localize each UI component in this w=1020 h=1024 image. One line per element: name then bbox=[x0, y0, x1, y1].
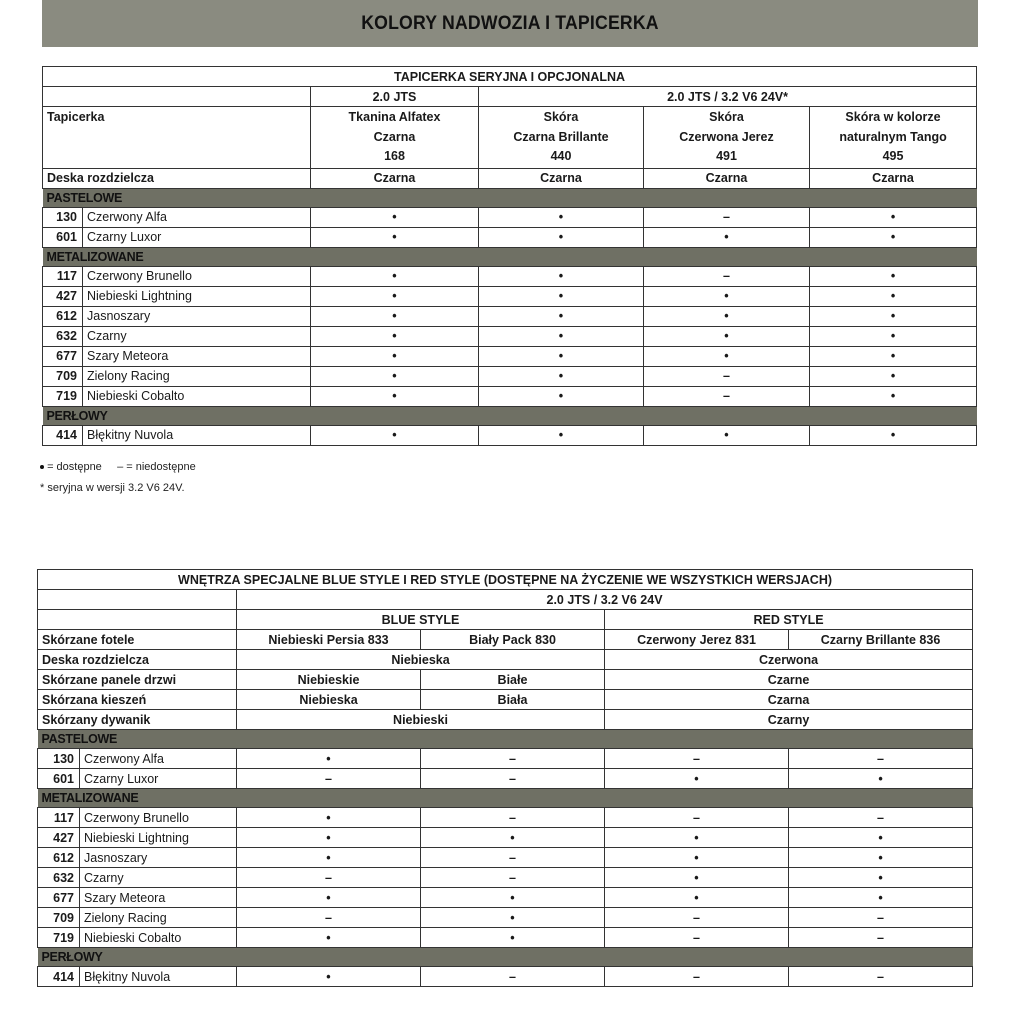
availability-cell: • bbox=[311, 286, 479, 306]
availability-cell: • bbox=[311, 386, 479, 406]
availability-cell: • bbox=[789, 769, 973, 789]
availability-cell: • bbox=[644, 227, 810, 247]
color-code: 130 bbox=[38, 749, 80, 769]
availability-cell: – bbox=[644, 207, 810, 227]
upholstery-table bbox=[42, 66, 977, 446]
table-row bbox=[38, 828, 973, 848]
availability-cell: – bbox=[789, 967, 973, 987]
availability-cell: • bbox=[311, 425, 479, 445]
availability-cell: • bbox=[644, 286, 810, 306]
upholstery-col-4 bbox=[810, 107, 977, 169]
color-name: Czerwony Alfa bbox=[83, 207, 311, 227]
color-code: 427 bbox=[38, 828, 80, 848]
color-name: Czarny bbox=[80, 868, 237, 888]
availability-cell: – bbox=[421, 769, 605, 789]
availability-cell: • bbox=[421, 928, 605, 948]
color-name: Czerwony Alfa bbox=[80, 749, 237, 769]
table1-corner bbox=[43, 87, 311, 107]
color-code: 719 bbox=[43, 386, 83, 406]
availability-cell: • bbox=[789, 888, 973, 908]
section-header bbox=[38, 948, 973, 967]
upholstery-col-3 bbox=[644, 107, 810, 169]
table-row bbox=[38, 848, 973, 868]
color-name: Zielony Racing bbox=[80, 908, 237, 928]
availability-cell: • bbox=[810, 346, 977, 366]
pocket-red: Czarna bbox=[605, 690, 973, 710]
section-title: PERŁOWY bbox=[38, 948, 973, 967]
availability-cell: • bbox=[479, 386, 644, 406]
table-row bbox=[43, 425, 977, 445]
dashboard-col-2: Czarna bbox=[479, 168, 644, 188]
section-title: PASTELOWE bbox=[38, 730, 973, 749]
carpet-blue: Niebieski bbox=[237, 710, 605, 730]
availability-cell: – bbox=[237, 908, 421, 928]
availability-cell: • bbox=[789, 868, 973, 888]
availability-cell: • bbox=[605, 848, 789, 868]
availability-cell: – bbox=[237, 769, 421, 789]
color-name: Niebieski Cobalto bbox=[80, 928, 237, 948]
availability-cell: • bbox=[421, 888, 605, 908]
color-code: 117 bbox=[43, 266, 83, 286]
availability-cell: • bbox=[605, 769, 789, 789]
table-row bbox=[38, 928, 973, 948]
table1-group-b: 2.0 JTS / 3.2 V6 24V* bbox=[479, 87, 977, 107]
color-code: 632 bbox=[38, 868, 80, 888]
door-panels-red: Czarne bbox=[605, 670, 973, 690]
page-title: KOLORY NADWOZIA I TAPICERKA bbox=[361, 12, 659, 34]
availability-cell: • bbox=[810, 386, 977, 406]
availability-cell: • bbox=[311, 227, 479, 247]
availability-cell: – bbox=[421, 868, 605, 888]
color-name: Jasnoszary bbox=[83, 306, 311, 326]
availability-cell: • bbox=[237, 749, 421, 769]
availability-cell: • bbox=[421, 908, 605, 928]
availability-cell: • bbox=[311, 346, 479, 366]
upholstery-col-2-line2: Czarna Brillante bbox=[513, 129, 609, 144]
door-panels-col-2: Białe bbox=[421, 670, 605, 690]
row-label-seats: Skórzane fotele bbox=[38, 630, 237, 650]
availability-cell: • bbox=[237, 848, 421, 868]
row-label-door-panels: Skórzane panele drzwi bbox=[38, 670, 237, 690]
legend-unavailable: – = niedostępne bbox=[117, 461, 196, 473]
color-code: 612 bbox=[38, 848, 80, 868]
color-code: 677 bbox=[38, 888, 80, 908]
availability-cell: • bbox=[311, 266, 479, 286]
color-name: Czerwony Brunello bbox=[83, 266, 311, 286]
upholstery-col-4-line1: Skóra w kolorze bbox=[845, 110, 941, 124]
availability-cell: • bbox=[311, 366, 479, 386]
availability-cell: • bbox=[810, 266, 977, 286]
pocket-col-2: Biała bbox=[421, 690, 605, 710]
availability-cell: – bbox=[789, 749, 973, 769]
availability-cell: • bbox=[810, 227, 977, 247]
table1-caption: TAPICERKA SERYJNA I OPCJONALNA bbox=[43, 67, 977, 87]
availability-cell: – bbox=[644, 386, 810, 406]
dashboard-col-1: Czarna bbox=[311, 168, 479, 188]
availability-cell: – bbox=[421, 967, 605, 987]
dashboard-blue: Niebieska bbox=[237, 650, 605, 670]
availability-cell: • bbox=[479, 227, 644, 247]
availability-cell: • bbox=[605, 828, 789, 848]
availability-cell: • bbox=[810, 207, 977, 227]
color-name: Czarny bbox=[83, 326, 311, 346]
section-header bbox=[43, 406, 977, 425]
availability-cell: – bbox=[789, 928, 973, 948]
availability-cell: • bbox=[311, 326, 479, 346]
section-title: PERŁOWY bbox=[43, 406, 977, 425]
availability-cell: – bbox=[644, 366, 810, 386]
color-code: 612 bbox=[43, 306, 83, 326]
table2-color-rows bbox=[38, 730, 973, 987]
availability-cell: – bbox=[789, 808, 973, 828]
color-name: Czerwony Brunello bbox=[80, 808, 237, 828]
table-row bbox=[43, 386, 977, 406]
color-code: 601 bbox=[38, 769, 80, 789]
availability-cell: • bbox=[479, 266, 644, 286]
row-label-dashboard-2: Deska rozdzielcza bbox=[38, 650, 237, 670]
availability-cell: • bbox=[810, 306, 977, 326]
color-code: 414 bbox=[43, 425, 83, 445]
color-name: Błękitny Nuvola bbox=[80, 967, 237, 987]
availability-cell: • bbox=[479, 306, 644, 326]
special-interiors-table bbox=[37, 569, 973, 987]
upholstery-col-3-line2: Czerwona Jerez bbox=[679, 129, 774, 144]
table-row bbox=[38, 769, 973, 789]
color-code: 632 bbox=[43, 326, 83, 346]
availability-cell: • bbox=[479, 366, 644, 386]
color-name: Jasnoszary bbox=[80, 848, 237, 868]
availability-cell: – bbox=[605, 928, 789, 948]
availability-cell: • bbox=[810, 326, 977, 346]
color-name: Zielony Racing bbox=[83, 366, 311, 386]
seats-col-2: Biały Pack 830 bbox=[421, 630, 605, 650]
table-row bbox=[38, 908, 973, 928]
table1-group-a: 2.0 JTS bbox=[311, 87, 479, 107]
table-row bbox=[38, 888, 973, 908]
availability-cell: – bbox=[605, 808, 789, 828]
upholstery-col-4-line2: naturalnym Tango bbox=[839, 129, 947, 144]
availability-cell: • bbox=[479, 425, 644, 445]
table2-caption: WNĘTRZA SPECJALNE BLUE STYLE I RED STYLE (DOSTĘPNE NA ŻYCZENIE WE WSZYSTKICH WERSJACH) bbox=[38, 570, 973, 590]
upholstery-col-1-line2: Czarna bbox=[373, 129, 416, 144]
availability-cell: • bbox=[644, 425, 810, 445]
table-row bbox=[43, 346, 977, 366]
row-label-pocket: Skórzana kieszeń bbox=[38, 690, 237, 710]
availability-cell: • bbox=[605, 888, 789, 908]
section-header bbox=[38, 730, 973, 749]
availability-cell: • bbox=[479, 326, 644, 346]
availability-cell: – bbox=[605, 967, 789, 987]
pocket-col-1: Niebieska bbox=[237, 690, 421, 710]
color-code: 414 bbox=[38, 967, 80, 987]
color-code: 709 bbox=[38, 908, 80, 928]
availability-cell: • bbox=[311, 207, 479, 227]
availability-cell: • bbox=[421, 828, 605, 848]
color-code: 117 bbox=[38, 808, 80, 828]
color-name: Czarny Luxor bbox=[80, 769, 237, 789]
color-code: 719 bbox=[38, 928, 80, 948]
legend bbox=[40, 461, 196, 473]
section-title: METALIZOWANE bbox=[38, 789, 973, 808]
row-label-upholstery: Tapicerka bbox=[43, 107, 311, 169]
dashboard-col-4: Czarna bbox=[810, 168, 977, 188]
availability-cell: – bbox=[644, 266, 810, 286]
table-row bbox=[38, 808, 973, 828]
carpet-red: Czarny bbox=[605, 710, 973, 730]
dashboard-red: Czerwona bbox=[605, 650, 973, 670]
availability-cell: • bbox=[237, 967, 421, 987]
legend-available: = dostępne bbox=[47, 461, 102, 473]
availability-cell: • bbox=[644, 306, 810, 326]
blue-style-header: BLUE STYLE bbox=[237, 610, 605, 630]
upholstery-col-2-line1: Skóra bbox=[543, 110, 579, 124]
upholstery-col-3-code: 491 bbox=[716, 149, 737, 163]
color-code: 677 bbox=[43, 346, 83, 366]
availability-cell: – bbox=[421, 749, 605, 769]
availability-cell: – bbox=[605, 908, 789, 928]
color-code: 709 bbox=[43, 366, 83, 386]
availability-cell: – bbox=[237, 868, 421, 888]
table-row bbox=[38, 868, 973, 888]
table-row bbox=[43, 326, 977, 346]
table-row bbox=[38, 749, 973, 769]
availability-cell: • bbox=[810, 286, 977, 306]
dashboard-col-3: Czarna bbox=[644, 168, 810, 188]
color-code: 427 bbox=[43, 286, 83, 306]
availability-cell: • bbox=[237, 828, 421, 848]
availability-cell: – bbox=[605, 749, 789, 769]
row-label-dashboard: Deska rozdzielcza bbox=[43, 168, 311, 188]
availability-cell: • bbox=[237, 928, 421, 948]
availability-cell: • bbox=[479, 346, 644, 366]
table2-corner-2 bbox=[38, 610, 237, 630]
table-row bbox=[43, 306, 977, 326]
upholstery-col-3-line1: Skóra bbox=[709, 110, 744, 124]
availability-cell: • bbox=[479, 207, 644, 227]
color-name: Szary Meteora bbox=[83, 346, 311, 366]
color-name: Szary Meteora bbox=[80, 888, 237, 908]
availability-cell: – bbox=[421, 848, 605, 868]
availability-cell: • bbox=[644, 346, 810, 366]
availability-cell: • bbox=[644, 326, 810, 346]
color-name: Niebieski Lightning bbox=[80, 828, 237, 848]
upholstery-col-2 bbox=[479, 107, 644, 169]
availability-cell: • bbox=[479, 286, 644, 306]
table-row bbox=[38, 967, 973, 987]
table-row bbox=[43, 266, 977, 286]
availability-cell: • bbox=[789, 828, 973, 848]
availability-cell: • bbox=[311, 306, 479, 326]
availability-cell: • bbox=[810, 425, 977, 445]
color-name: Błękitny Nuvola bbox=[83, 425, 311, 445]
table-row bbox=[43, 366, 977, 386]
availability-cell: • bbox=[237, 808, 421, 828]
page-header bbox=[42, 0, 978, 47]
upholstery-col-1 bbox=[311, 107, 479, 169]
section-header bbox=[43, 188, 977, 207]
color-name: Niebieski Cobalto bbox=[83, 386, 311, 406]
table-row bbox=[43, 227, 977, 247]
section-title: METALIZOWANE bbox=[43, 247, 977, 266]
legend-note: * seryjna w wersji 3.2 V6 24V. bbox=[40, 482, 185, 494]
upholstery-col-2-code: 440 bbox=[550, 149, 572, 163]
table-row bbox=[43, 286, 977, 306]
color-name: Czarny Luxor bbox=[83, 227, 311, 247]
availability-cell: – bbox=[789, 908, 973, 928]
section-header bbox=[43, 247, 977, 266]
table-row bbox=[43, 207, 977, 227]
section-header bbox=[38, 789, 973, 808]
upholstery-col-1-code: 168 bbox=[384, 149, 405, 163]
seats-col-4: Czarny Brillante 836 bbox=[789, 630, 973, 650]
table1-color-rows bbox=[43, 188, 977, 445]
row-label-carpet: Skórzany dywanik bbox=[38, 710, 237, 730]
red-style-header: RED STYLE bbox=[605, 610, 973, 630]
availability-cell: – bbox=[421, 808, 605, 828]
table2-engines: 2.0 JTS / 3.2 V6 24V bbox=[237, 590, 973, 610]
table2-corner bbox=[38, 590, 237, 610]
availability-cell: • bbox=[810, 366, 977, 386]
availability-cell: • bbox=[605, 868, 789, 888]
dot-icon bbox=[40, 465, 44, 469]
seats-col-1: Niebieski Persia 833 bbox=[237, 630, 421, 650]
door-panels-col-1: Niebieskie bbox=[237, 670, 421, 690]
seats-col-3: Czerwony Jerez 831 bbox=[605, 630, 789, 650]
color-code: 130 bbox=[43, 207, 83, 227]
upholstery-col-4-code: 495 bbox=[882, 149, 904, 163]
color-code: 601 bbox=[43, 227, 83, 247]
section-title: PASTELOWE bbox=[43, 188, 977, 207]
availability-cell: • bbox=[237, 888, 421, 908]
color-name: Niebieski Lightning bbox=[83, 286, 311, 306]
availability-cell: • bbox=[789, 848, 973, 868]
upholstery-col-1-line1: Tkanina Alfatex bbox=[348, 110, 441, 124]
